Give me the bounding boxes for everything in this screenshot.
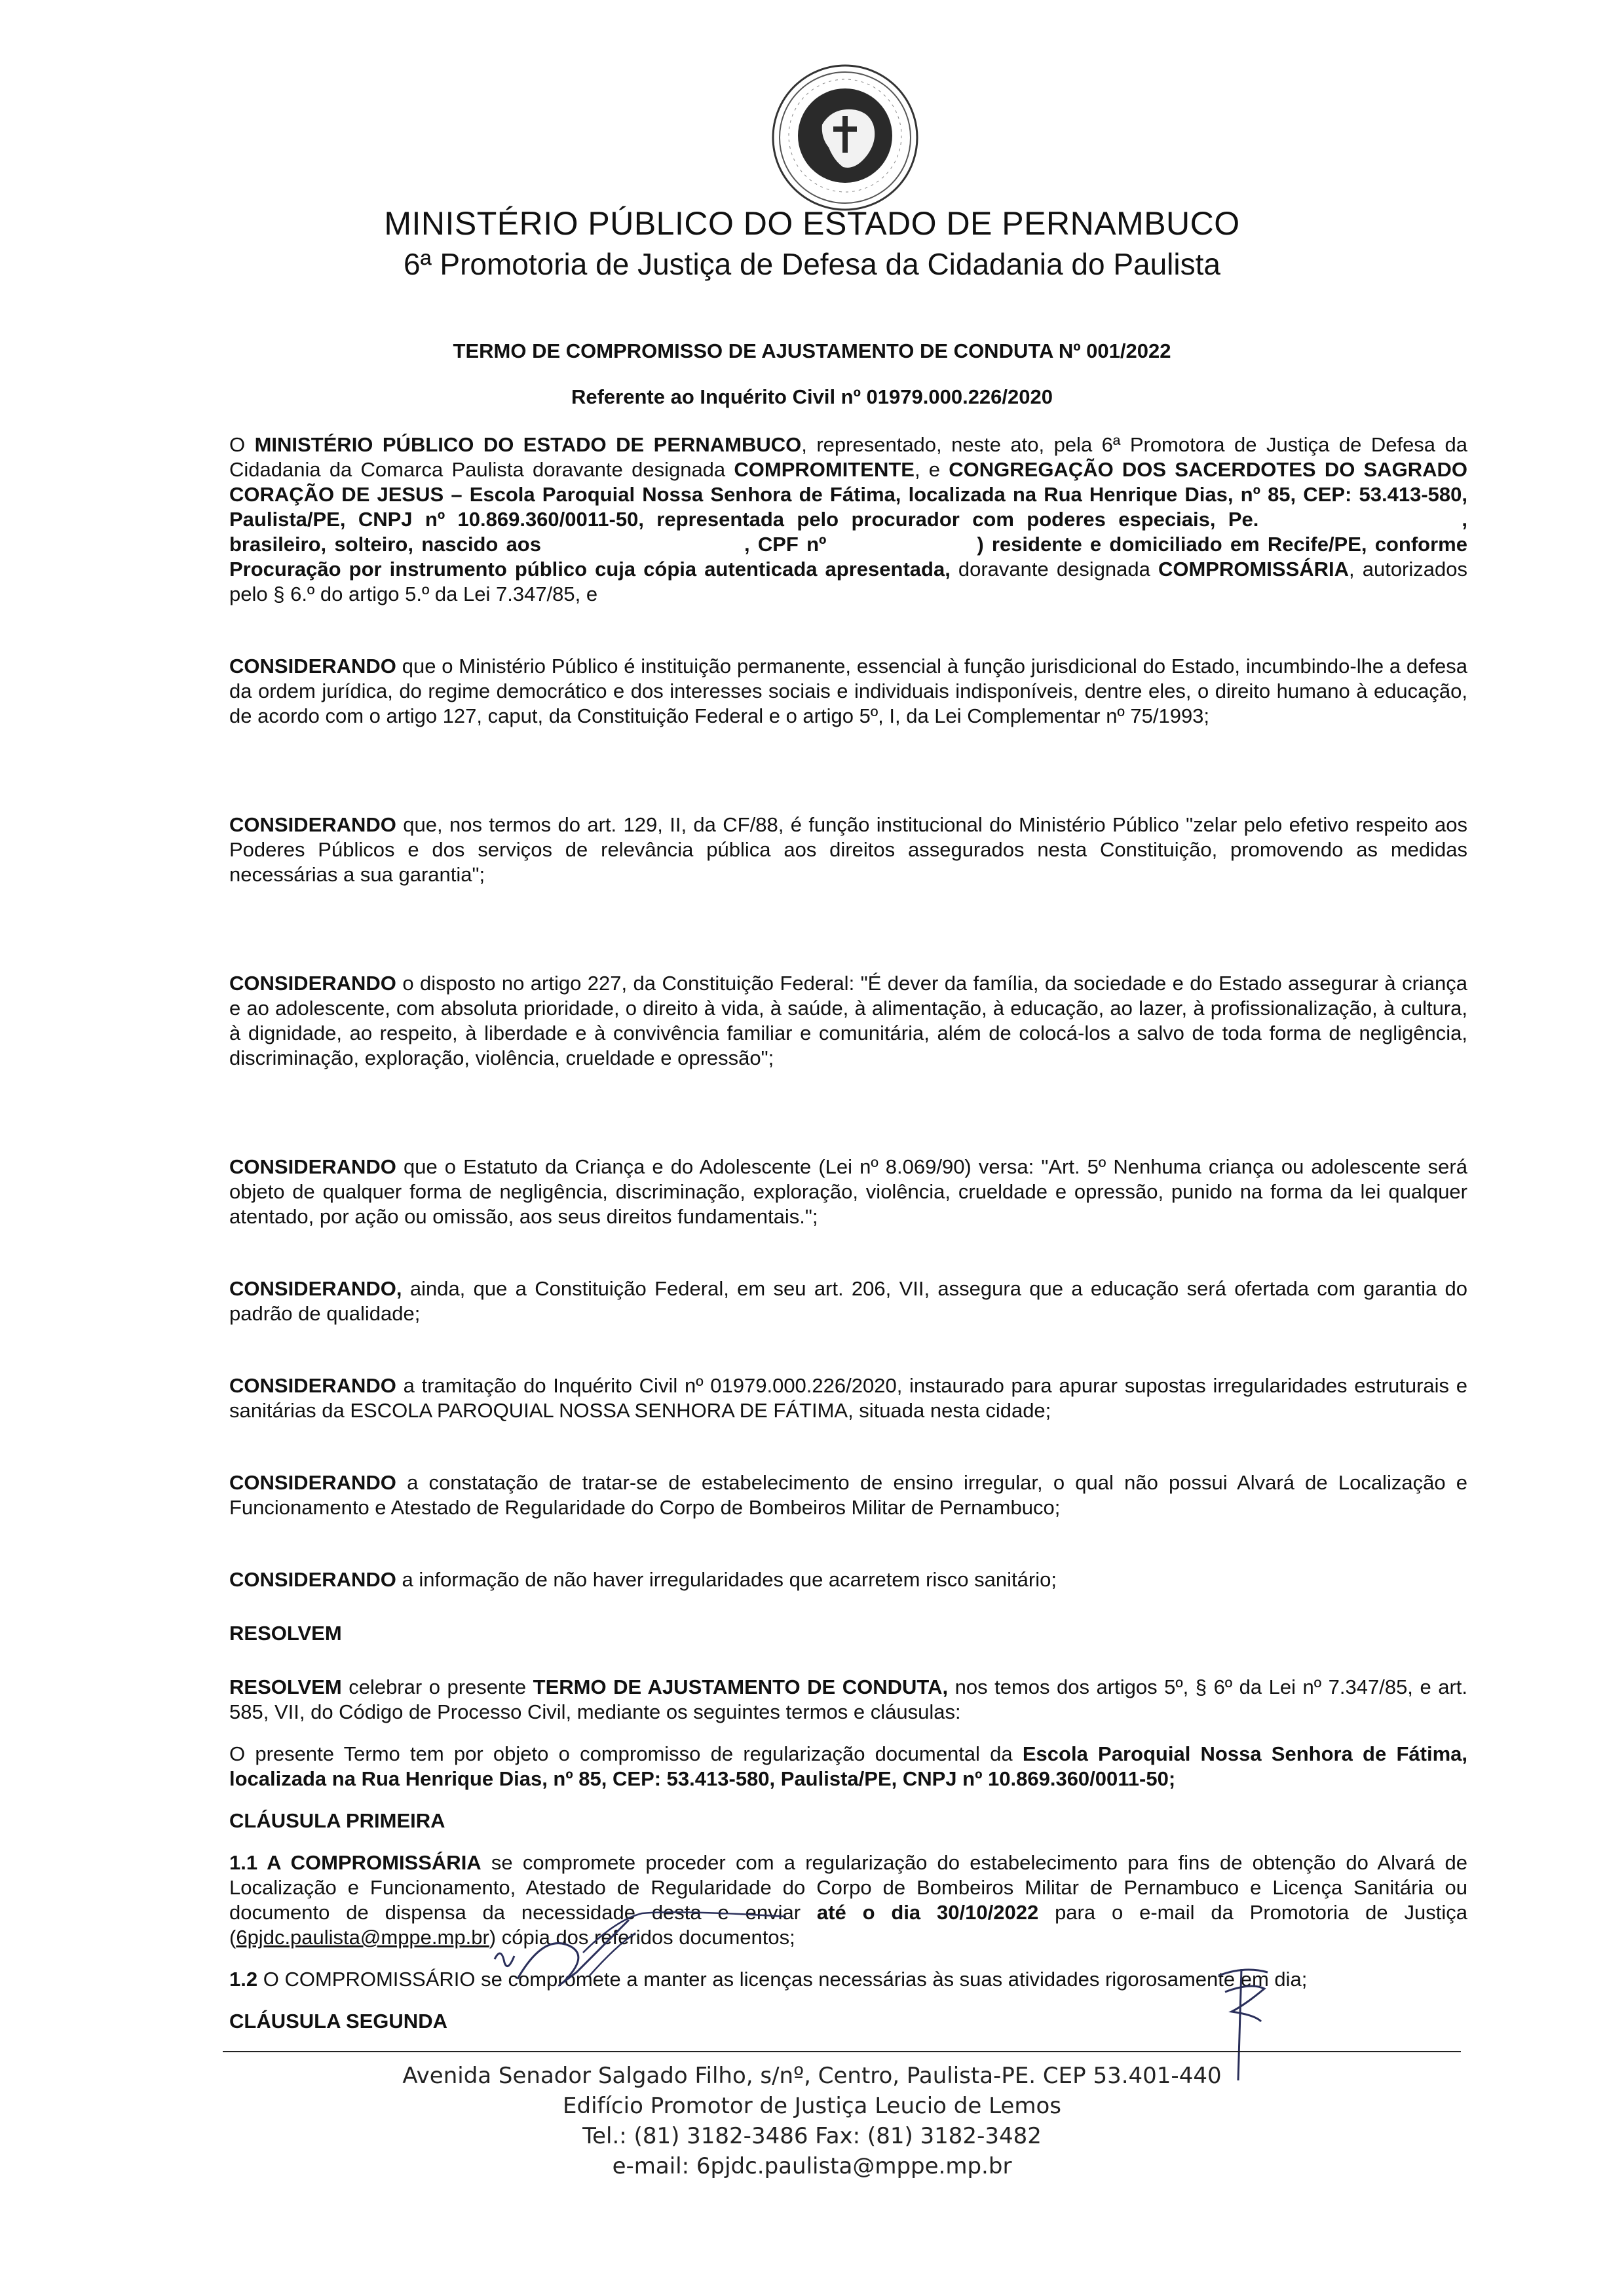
clausula-1-2: 1.2 O COMPROMISSÁRIO se compromete a manter as licenças necessárias às suas atividades rigorosamente em dia; [229,1968,1308,1991]
considerando-5: CONSIDERANDO, ainda, que a Constituição Federal, em seu art. 206, VII, assegura que a educação será ofertada com garantia do padrão de qualidade; [229,1277,1467,1325]
document-title: TERMO DE COMPROMISSO DE AJUSTAMENTO DE CONDUTA Nº 001/2022 [453,339,1171,362]
objeto-paragraph: O presente Termo tem por objeto o compromisso de regularização documental da Escola Paroquial Nossa Senhora de Fátima, localizada na Rua Henrique Dias, nº 85, CEP: 53.413-580, Paulista/PE, CNPJ nº 10.869.360/0011-50; [229,1742,1467,1790]
clausula-segunda-heading: CLÁUSULA SEGUNDA [229,2010,447,2033]
considerando-7: CONSIDERANDO a constatação de tratar-se de estabelecimento de ensino irregular, o qual não possui Alvará de Localização e Funcionamento e Atestado de Regularidade do Corpo de Bombeiros Militar de Pernambuco; [229,1471,1467,1519]
document-reference: Referente ao Inquérito Civil nº 01979.000.226/2020 [571,385,1053,408]
handwritten-signature [485,1907,799,1999]
clausula-1-1: 1.1 A COMPROMISSÁRIA se compromete proceder com a regularização do estabelecimento para fins de obtenção do Alvará de Localização e Funcionamento, Atestado de Regularidade do Corpo de Bombeiros Militar de Pernambuco e Licença Sanitária ou documento de dispensa da necessidade desta e enviar até o dia 30/10/2022 para o e-mail da Promotoria de Justiça (6pjdc.paulista@mppe.mp.br) cópia dos referidos documentos; [229,1851,1467,1949]
footer [0,2061,1624,2181]
intro-paragraph: O MINISTÉRIO PÚBLICO DO ESTADO DE PERNAMBUCO, representado, neste ato, pela 6ª Promotora de Justiça de Defesa da Cidadania da Comarca Paulista doravante designada COMPROMITENTE, e CONGREGAÇÃO DOS SACERDOTES DO SAGRADO CORAÇÃO DE JESUS – Escola Paroquial Nossa Senhora de Fátima, localizada na Rua Henrique Dias, nº 85, CEP: 53.413-580, Paulista/PE, CNPJ nº 10.869.360/0011-50, representada pelo procurador com poderes especiais, Pe. , brasileiro, solteiro, nascido aos , CPF nº ) residente e domiciliado em Recife/PE, conforme Procuração por instrumento público cuja cópia autenticada apresentada, doravante designada COMPROMISSÁRIA, autorizados pelo § 6.º do artigo 5.º da Lei 7.347/85, e [229,433,1467,605]
org-subtitle: 6ª Promotoria de Justiça de Defesa da Cidadania do Paulista [404,247,1220,281]
considerando-4: CONSIDERANDO que o Estatuto da Criança e do Adolescente (Lei nº 8.069/90) versa: "Art. 5º Nenhuma criança ou adolescente será objeto de qualquer forma de negligência, discriminação, exploração, violência, crueldade e opressão, punido na forma da lei qualquer atentado, por ação ou omissão, aos seus direitos fundamentais."; [229,1155,1467,1228]
considerando-6: CONSIDERANDO a tramitação do Inquérito Civil nº 01979.000.226/2020, instaurado para apurar supostas irregularidades estruturais e sanitárias da ESCOLA PAROQUIAL NOSSA SENHORA DE FÁTIMA, situada nesta cidade; [229,1374,1467,1422]
footer-address: Avenida Senador Salgado Filho, s/nº, Centro, Paulista-PE. CEP 53.401-440 [402,2063,1222,2089]
resolvem-paragraph: RESOLVEM celebrar o presente TERMO DE AJUSTAMENTO DE CONDUTA, nos temos dos artigos 5º, § 6º da Lei nº 7.347/85, e art. 585, VII, do Código de Processo Civil, mediante os seguintes termos e cláusulas: [229,1675,1467,1723]
considerando-1: CONSIDERANDO que o Ministério Público é instituição permanente, essencial à função jurisdicional do Estado, incumbindo-lhe a defesa da ordem jurídica, do regime democrático e dos interesses sociais e individuais indisponíveis, dentre eles, o direito humano à educação, de acordo com o artigo 127, caput, da Constituição Federal e o artigo 5º, I, da Lei Complementar nº 75/1993; [229,655,1467,727]
resolvem-heading: RESOLVEM [229,1622,342,1645]
mppe-seal-icon [770,62,920,213]
org-name: MINISTÉRIO PÚBLICO DO ESTADO DE PERNAMBUCO [384,205,1240,242]
considerando-2: CONSIDERANDO que, nos termos do art. 129, II, da CF/88, é função institucional do Ministério Público "zelar pelo efetivo respeito aos Poderes Públicos e dos serviços de relevância pública aos direitos assegurados nesta Constituição, promovendo as medidas necessárias a sua garantia"; [229,813,1467,886]
considerando-8: CONSIDERANDO a informação de não haver irregularidades que acarretem risco sanitário; [229,1568,1057,1591]
document-body [229,432,1467,2034]
clausula-primeira-heading: CLÁUSULA PRIMEIRA [229,1809,445,1832]
promotoria-email-link[interactable]: 6pjdc.paulista@mppe.mp.br [236,1926,489,1949]
footer-building: Edifício Promotor de Justiça Leucio de Lemos [563,2093,1061,2119]
footer-divider [223,2051,1461,2052]
footer-phones: Tel.: (81) 3182-3486 Fax: (81) 3182-3482 [582,2123,1042,2149]
considerando-3: CONSIDERANDO o disposto no artigo 227, da Constituição Federal: "É dever da família, da sociedade e do Estado assegurar à criança e ao adolescente, com absoluta prioridade, o direito à vida, à saúde, à alimentação, à educação, ao lazer, à profissionalização, à cultura, à dignidade, ao respeito, à liberdade e à convivência familiar e comunitária, além de colocá-los a salvo de toda forma de negligência, discriminação, exploração, violência, crueldade e opressão"; [229,972,1467,1069]
footer-email: e-mail: 6pjdc.paulista@mppe.mp.br [612,2153,1012,2179]
